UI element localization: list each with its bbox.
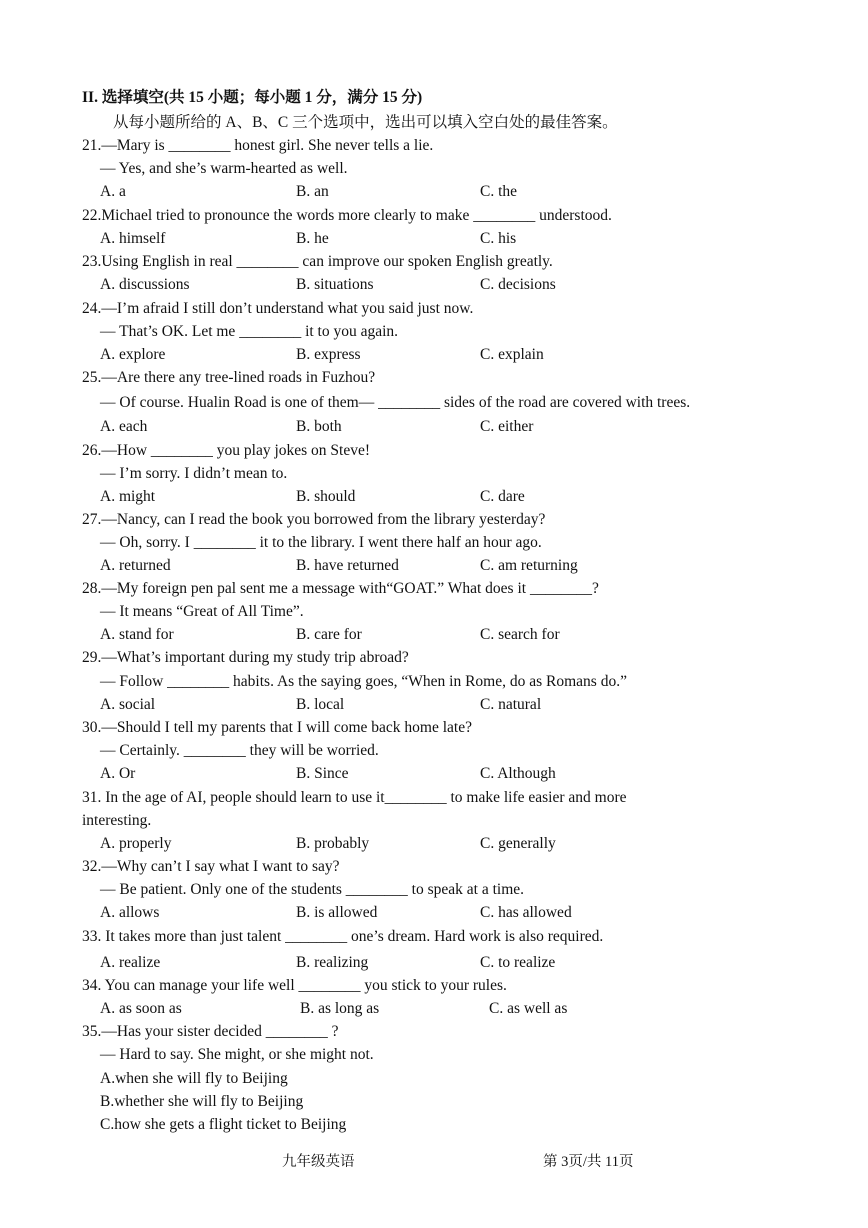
question-text: — Certainly. ________ they will be worried.	[100, 742, 379, 759]
question-text: 22.Michael tried to pronounce the words more clearly to make ________ understood.	[82, 207, 612, 224]
option-c: C. Although	[480, 765, 556, 782]
option-a: A. Or	[100, 765, 136, 782]
question-text: interesting.	[82, 812, 152, 829]
question-text: — That’s OK. Let me ________ it to you again.	[100, 323, 399, 340]
question-text: 30.—Should I tell my parents that I will come back home late?	[82, 719, 472, 736]
option-a: A. realize	[100, 954, 161, 971]
section-title: II. 选择填空(共 15 小题；每小题 1 分，满分 15 分)	[82, 89, 423, 106]
footer-subject: 九年级英语	[282, 1154, 355, 1170]
question-text: 21.—Mary is ________ honest girl. She never tells a lie.	[82, 137, 434, 154]
option-c: C. am returning	[480, 557, 578, 574]
question-text: 27.—Nancy, can I read the book you borrowed from the library yesterday?	[82, 511, 546, 528]
option-b: B. is allowed	[296, 904, 378, 921]
option-a: A.when she will fly to Beijing	[100, 1070, 288, 1087]
option-c: C. as well as	[489, 1000, 568, 1017]
question-text: 23.Using English in real ________ can improve our spoken English greatly.	[82, 253, 553, 270]
question-text: 32.—Why can’t I say what I want to say?	[82, 858, 340, 875]
option-a: A. each	[100, 418, 148, 435]
option-b: B. an	[296, 183, 329, 200]
question-text: 26.—How ________ you play jokes on Steve!	[82, 442, 371, 459]
option-a: A. properly	[100, 835, 172, 852]
question-text: 25.—Are there any tree-lined roads in Fuzhou?	[82, 369, 376, 386]
section-instruction: 从每小题所给的 A、B、C 三个选项中，选出可以填入空白处的最佳答案。	[113, 114, 618, 131]
option-a: A. as soon as	[100, 1000, 182, 1017]
option-a: A. a	[100, 183, 126, 200]
question-text: 29.—What’s important during my study trip abroad?	[82, 649, 409, 666]
question-text: 24.—I’m afraid I still don’t understand what you said just now.	[82, 300, 474, 317]
option-b: B. have returned	[296, 557, 399, 574]
option-a: A. explore	[100, 346, 166, 363]
option-c: C. natural	[480, 696, 542, 713]
footer-page-number: 第 3页/共 11页	[543, 1154, 634, 1170]
question-text: — Follow ________ habits. As the saying goes, “When in Rome, do as Romans do.”	[100, 673, 627, 690]
option-b: B. realizing	[296, 954, 369, 971]
option-b: B. should	[296, 488, 356, 505]
question-text: 28.—My foreign pen pal sent me a message with“GOAT.” What does it ________?	[82, 580, 599, 597]
option-a: A. discussions	[100, 276, 190, 293]
question-text: — It means “Great of All Time”.	[100, 603, 304, 620]
option-b: B. probably	[296, 835, 370, 852]
question-text: 34. You can manage your life well ________ you stick to your rules.	[82, 977, 507, 994]
option-b: B. he	[296, 230, 329, 247]
option-b: B. local	[296, 696, 345, 713]
option-c: C. decisions	[480, 276, 556, 293]
question-text: — Hard to say. She might, or she might not.	[100, 1046, 374, 1063]
option-b: B. express	[296, 346, 361, 363]
option-c: C. generally	[480, 835, 556, 852]
option-c: C. has allowed	[480, 904, 572, 921]
question-text: — Yes, and she’s warm-hearted as well.	[100, 160, 348, 177]
option-a: A. might	[100, 488, 156, 505]
option-a: A. stand for	[100, 626, 174, 643]
question-text: 33. It takes more than just talent ________ one’s dream. Hard work is also required.	[82, 928, 604, 945]
option-c: C. the	[480, 183, 518, 200]
option-a: A. himself	[100, 230, 166, 247]
option-b: B. both	[296, 418, 342, 435]
question-text: — Oh, sorry. I ________ it to the library. I went there half an hour ago.	[100, 534, 542, 551]
option-c: C. to realize	[480, 954, 556, 971]
option-a: A. allows	[100, 904, 160, 921]
option-b: B. Since	[296, 765, 349, 782]
option-b: B.whether she will fly to Beijing	[100, 1093, 304, 1110]
question-text: 31. In the age of AI, people should learn to use it________ to make life easier and more	[82, 789, 627, 806]
option-c: C.how she gets a flight ticket to Beijing	[100, 1116, 347, 1133]
option-c: C. his	[480, 230, 517, 247]
option-b: B. situations	[296, 276, 374, 293]
option-a: A. social	[100, 696, 156, 713]
option-b: B. care for	[296, 626, 362, 643]
question-text: 35.—Has your sister decided ________ ?	[82, 1023, 339, 1040]
option-c: C. search for	[480, 626, 560, 643]
question-text: — Of course. Hualin Road is one of them— ________ sides of the road are covered with trees.	[100, 394, 691, 411]
option-c: C. either	[480, 418, 534, 435]
option-c: C. dare	[480, 488, 525, 505]
option-a: A. returned	[100, 557, 171, 574]
question-text: — Be patient. Only one of the students ________ to speak at a time.	[100, 881, 525, 898]
option-b: B. as long as	[300, 1000, 380, 1017]
question-text: — I’m sorry. I didn’t mean to.	[100, 465, 288, 482]
option-c: C. explain	[480, 346, 544, 363]
